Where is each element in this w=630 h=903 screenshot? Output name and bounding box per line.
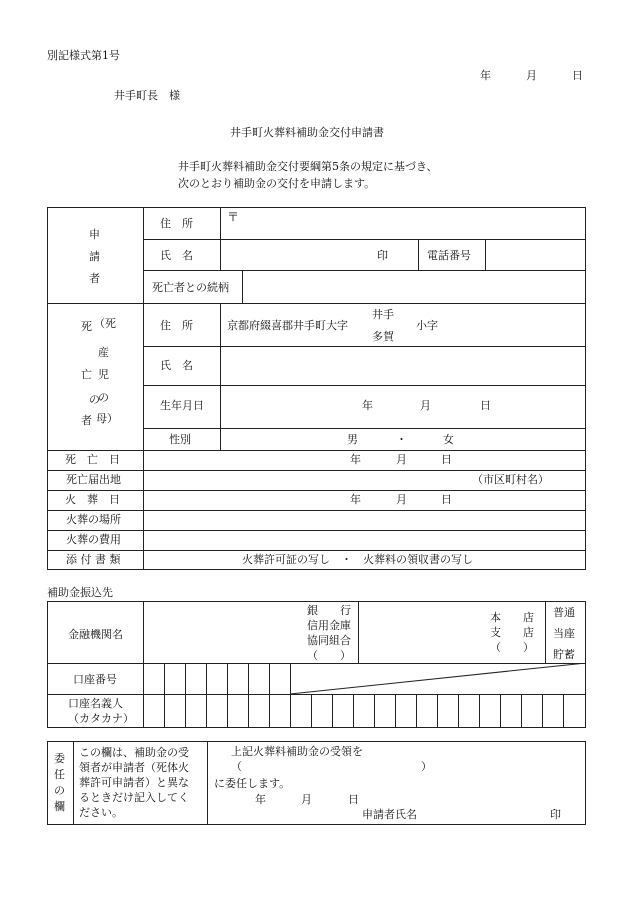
- deceased-side-b-5: 母）: [96, 412, 118, 425]
- phone-label: 電話番号: [427, 249, 471, 262]
- death-notice-label: 死亡届出地: [66, 473, 121, 486]
- cremation-cost-label: 火葬の費用: [66, 533, 121, 546]
- delegation-note-3: 葬許可申請者）と異な: [79, 776, 189, 789]
- cremation-date-label: 火 葬 日: [65, 493, 120, 506]
- sex-female: 女: [443, 433, 454, 446]
- institution-label: 金融機関名: [68, 628, 123, 641]
- account-type-current: 当座: [553, 627, 575, 640]
- cremation-day: 日: [441, 493, 452, 506]
- bank-type-other: （ ）: [307, 649, 351, 662]
- deceased-side-a-3: の: [89, 393, 100, 406]
- bank-type-shinkin: 信用金庫: [307, 619, 351, 632]
- attachments-value: 火葬許可証の写し ・ 火葬料の領収書の写し: [242, 553, 473, 566]
- bank-type-kumiai: 協同組合: [307, 634, 351, 647]
- date-month-label: 月: [526, 69, 537, 82]
- branch-type-branch: 支 店: [490, 626, 534, 639]
- attachments-label: 添 付 書 類: [66, 553, 121, 566]
- delegation-line-1: 上記火葬料補助金の受領を: [231, 745, 363, 758]
- death-year: 年: [350, 453, 361, 466]
- delegation-year: 年: [255, 793, 266, 806]
- delegation-note-2: 領者が申請者（死体火: [79, 761, 189, 774]
- diagonal-strike: [290, 663, 586, 694]
- delegation-side-1: 委: [54, 752, 65, 765]
- deceased-side-b-3: 児: [98, 368, 109, 381]
- deceased-address-label: 住 所: [160, 319, 193, 332]
- delegation-day: 日: [348, 793, 359, 806]
- holder-label: 口座名義人: [68, 697, 123, 710]
- sex-male: 男: [347, 433, 358, 446]
- account-type-ordinary: 普通: [553, 606, 575, 619]
- deceased-side-a-2: 亡: [81, 368, 92, 381]
- birth-date-label: 生年月日: [160, 399, 204, 412]
- cremation-month: 月: [396, 493, 407, 506]
- delegation-note-5: ださい。: [79, 806, 123, 819]
- applicant-side-3: 者: [89, 272, 100, 285]
- page-title: 井手町火葬料補助金交付申請書: [230, 126, 384, 139]
- deceased-side-b-4: の: [98, 391, 109, 404]
- delegation-line-3: に委任します。: [214, 777, 291, 790]
- birth-year: 年: [362, 399, 373, 412]
- death-month: 月: [396, 453, 407, 466]
- cremation-place-label: 火葬の場所: [66, 513, 121, 526]
- deceased-side-a-4: 者: [81, 414, 92, 427]
- koaza-label: 小字: [416, 319, 438, 332]
- date-day-label: 日: [572, 69, 583, 82]
- postal-mark: 〒: [227, 210, 240, 224]
- intro-line-1: 井手町火葬料補助金交付要綱第5条の規定に基づき、: [178, 160, 438, 173]
- death-date-label: 死 亡 日: [65, 453, 120, 466]
- applicant-name-label: 氏 名: [160, 249, 193, 262]
- delegation-side-4: 欄: [54, 800, 65, 813]
- delegation-applicant-name-label: 申請者氏名: [362, 808, 417, 821]
- birth-day: 日: [480, 399, 491, 412]
- delegation-paren-open: （: [231, 760, 242, 773]
- bank-type-bank: 銀 行: [307, 604, 351, 617]
- bank-section-title: 補助金振込先: [47, 586, 113, 599]
- applicant-side-1: 申: [89, 228, 100, 241]
- address-prefix: 京都府綴喜郡井手町大字: [227, 319, 348, 332]
- date-year-label: 年: [480, 69, 491, 82]
- deceased-name-label: 氏 名: [160, 359, 193, 372]
- intro-line-2: 次のとおり補助金の交付を申請します。: [178, 177, 376, 190]
- relation-label: 死亡者との続柄: [152, 281, 229, 294]
- form-number: 別記様式第1号: [47, 49, 120, 62]
- holder-katakana-label: （カタカナ）: [68, 712, 134, 725]
- delegation-seal: 印: [550, 808, 561, 821]
- deceased-side-b-2: 産: [98, 346, 109, 359]
- account-type-savings: 貯蓄: [553, 648, 575, 661]
- branch-type-other: （ ）: [490, 641, 534, 654]
- sex-label: 性別: [169, 433, 191, 446]
- death-day: 日: [441, 453, 452, 466]
- account-number-label: 口座番号: [73, 673, 117, 686]
- applicant-seal: 印: [377, 249, 388, 262]
- delegation-note-4: るときだけ記入してく: [79, 791, 189, 804]
- delegation-note-1: この欄は、補助金の受: [79, 746, 189, 759]
- municipality-note: （市区町村名）: [472, 473, 549, 486]
- delegation-paren-close: ）: [421, 760, 432, 773]
- branch-type-main: 本 店: [490, 611, 534, 624]
- sex-separator: ・: [396, 433, 407, 446]
- applicant-address-label: 住 所: [160, 217, 193, 230]
- addressee: 井手町長 様: [114, 89, 180, 102]
- delegation-side-2: 任: [54, 768, 65, 781]
- delegation-side-3: の: [54, 784, 65, 797]
- district-ide: 井手: [372, 308, 394, 321]
- district-taga: 多賀: [372, 330, 394, 343]
- deceased-side-a-1: 死: [81, 320, 92, 333]
- deceased-side-b-1: （死: [94, 317, 116, 330]
- applicant-side-2: 請: [89, 250, 100, 263]
- delegation-month: 月: [301, 793, 312, 806]
- cremation-year: 年: [350, 493, 361, 506]
- birth-month: 月: [420, 399, 431, 412]
